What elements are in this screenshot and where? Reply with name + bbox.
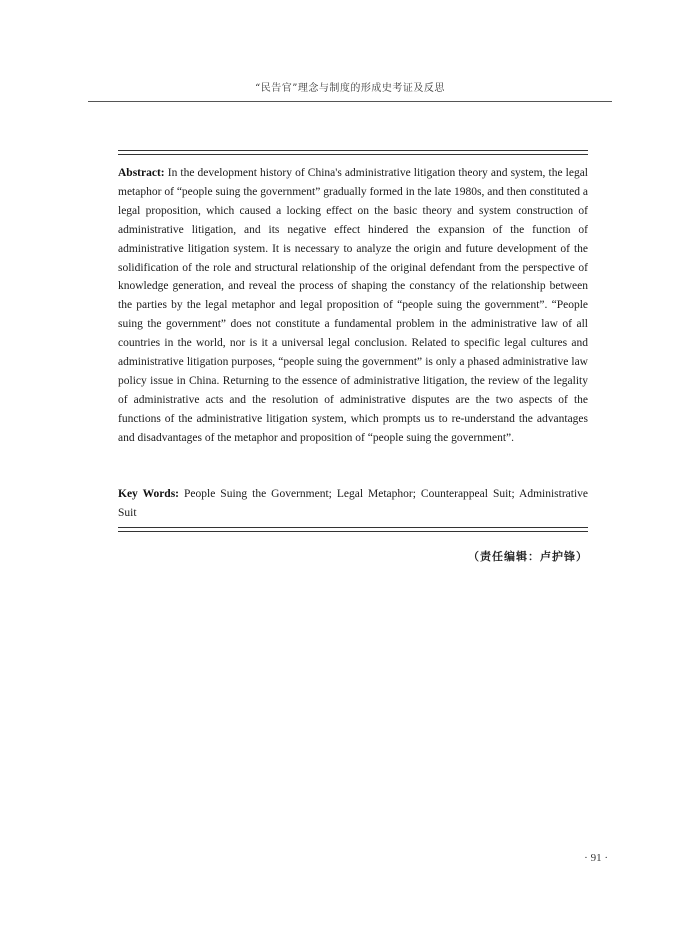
abstract-label: Abstract: [118, 167, 165, 179]
abstract-paragraph [118, 164, 588, 448]
abstract-text: In the development history of China's administrative litigation theory and system, the legal metaphor of “people suing the government” gradually formed in the late 1980s, and then constituted a legal proposition, which caused a locking effect on the basic theory and system construction of administrative litigation, and its negative effect hindered the expansion of the function of administrative litigation system. It is necessary to analyze the origin and future development of the solidification of the role and structural relationship of the original defendant from the perspective of knowledge generation, and reveal the process of shaping the constancy of the relationship between the parties by the legal metaphor and legal proposition of “people suing the government”. “People suing the government” does not constitute a fundamental problem in the administrative law of all countries in the world, nor is it a universal legal conclusion. Related to specific legal cultures and administrative litigation purposes, “people suing the government” is only a phased administrative law policy issue in China. Returning to the essence of administrative litigation, the review of the legality of administrative acts and the resolution of administrative disputes are the two aspects of the functions of the administrative litigation system, which prompts us to re-understand the advantages and disadvantages of the metaphor and proposition of “people suing the government”. [118, 167, 588, 444]
header-divider [88, 101, 612, 102]
running-header-title: “民告官”理念与制度的形成史考证及反思 [255, 83, 445, 94]
abstract-top-double-rule [118, 150, 588, 155]
keywords-label: Key Words: [118, 488, 180, 500]
page-number: · 91 · [584, 852, 608, 864]
responsible-editor-note: （责任编辑：卢护锋） [468, 550, 588, 563]
abstract-bottom-double-rule [118, 527, 588, 532]
keywords-text: People Suing the Government; Legal Metaphor; Counterappeal Suit; Administrative Suit [118, 488, 589, 519]
keywords-paragraph [118, 485, 588, 523]
